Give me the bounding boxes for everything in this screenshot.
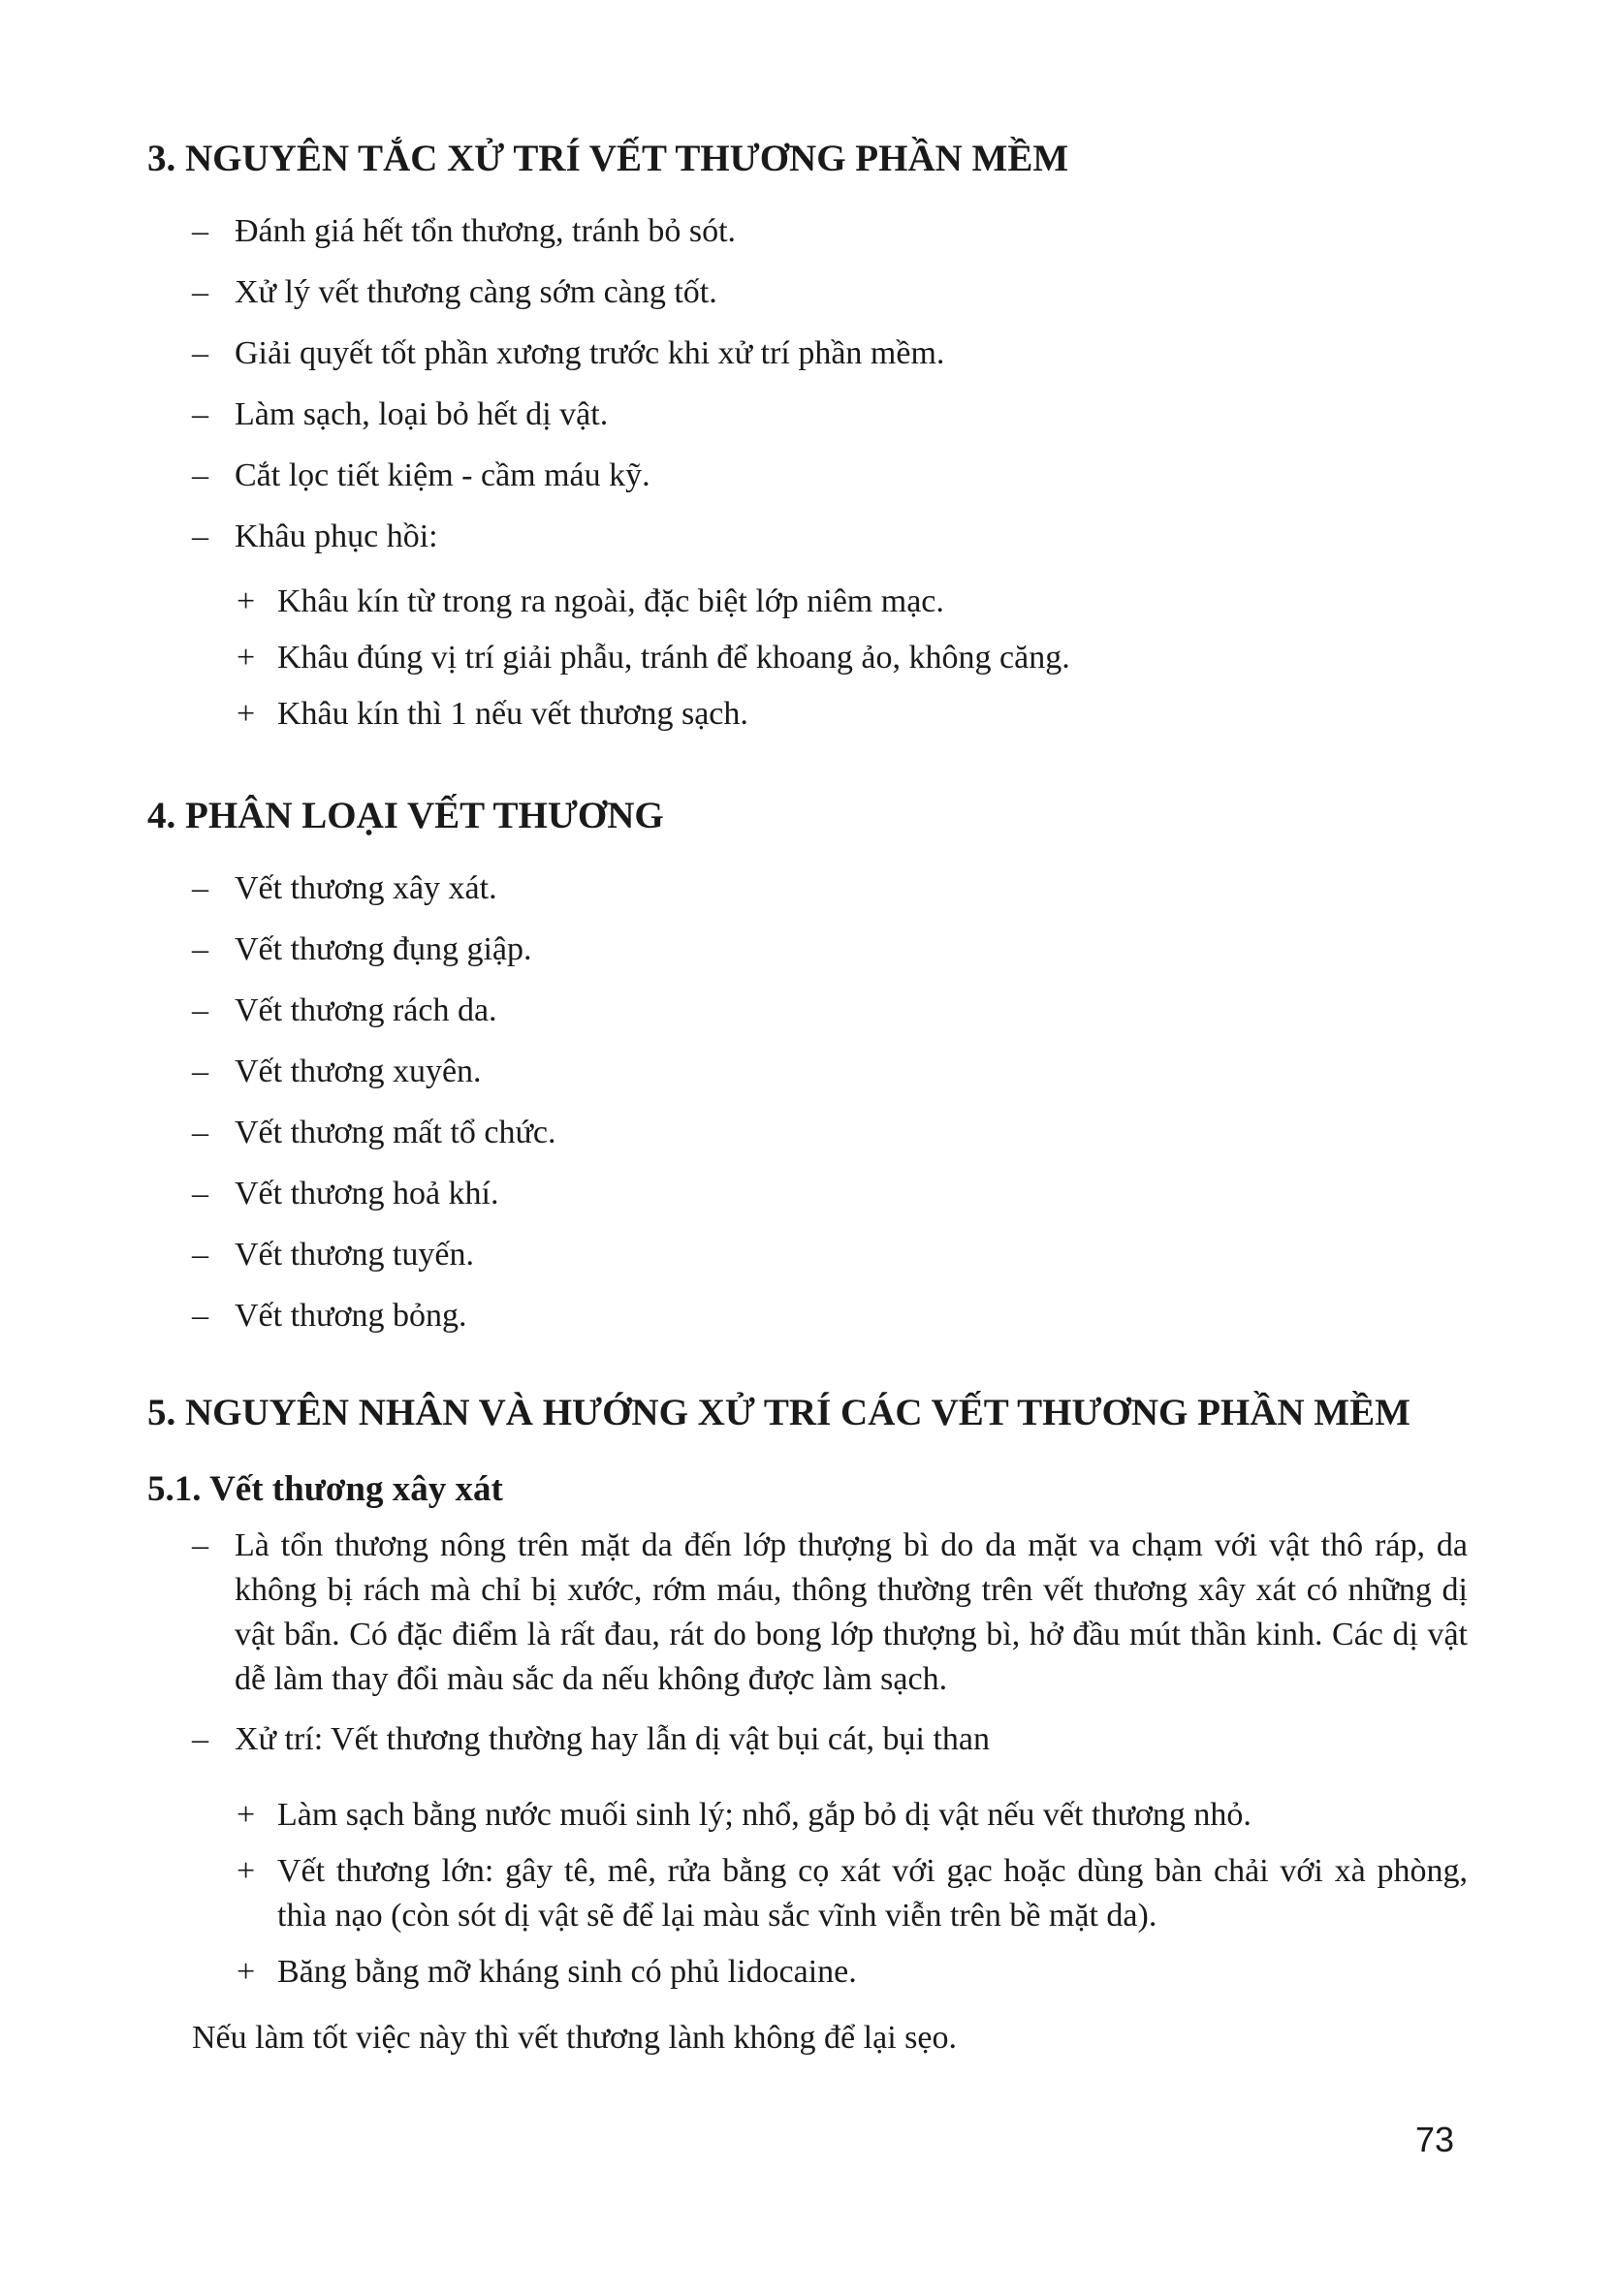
list-item: – Vết thương xây xát.	[192, 870, 497, 906]
list-item: + Khâu kín từ trong ra ngoài, đặc biệt lớp niêm mạc.	[237, 583, 944, 619]
section-4-heading: 4. PHÂN LOẠI VẾT THƯƠNG	[147, 795, 664, 836]
list-item: – Vết thương đụng giập.	[192, 931, 532, 967]
list-item: + Khâu kín thì 1 nếu vết thương sạch.	[237, 696, 748, 732]
section-5-heading: 5. NGUYÊN NHÂN VÀ HƯỚNG XỬ TRÍ CÁC VẾT THƯƠNG PHẦN MỀM	[147, 1392, 1410, 1433]
list-item: + Băng bằng mỡ kháng sinh có phủ lidocaine.	[237, 1954, 857, 1990]
list-item: – Giải quyết tốt phần xương trước khi xử trí phần mềm.	[192, 335, 945, 371]
closing-paragraph: Nếu làm tốt việc này thì vết thương lành không để lại sẹo.	[192, 2020, 957, 2056]
section-4-list	[147, 857, 1468, 1338]
list-item: – Là tổn thương nông trên mặt da đến lớp thượng bì do da mặt va chạm với vật thô ráp, da không bị rách mà chỉ bị xước, rớm máu, thông thường trên vết thương xây xát có những dị vật bẩn. Có đặc điểm là rất đau, rát do bong lớp thượng bì, hở đầu mút thần kinh. Các dị vật dễ làm thay đổi màu sắc da nếu không được làm sạch.	[192, 1527, 1468, 1697]
section-5-1-list	[147, 1524, 1468, 1762]
list-item: – Vết thương hoả khí.	[192, 1176, 499, 1211]
list-item: – Vết thương rách da.	[192, 992, 497, 1028]
list-item: – Vết thương mất tổ chức.	[192, 1115, 556, 1150]
list-item: – Cắt lọc tiết kiệm - cầm máu kỹ.	[192, 457, 650, 493]
list-item: – Xử trí: Vết thương thường hay lẫn dị vật bụi cát, bụi than	[192, 1721, 990, 1757]
list-item: – Vết thương bỏng.	[192, 1298, 467, 1334]
list-item: – Vết thương tuyến.	[192, 1237, 474, 1273]
list-item: – Vết thương xuyên.	[192, 1054, 482, 1089]
list-item: + Vết thương lớn: gây tê, mê, rửa bằng cọ xát với gạc hoặc dùng bàn chải với xà phòng, thìa nạo (còn sót dị vật sẽ để lại màu sắc vĩnh viễn trên bề mặt da).	[237, 1853, 1468, 1934]
section-5-1-sublist	[147, 1793, 1468, 1995]
page-number: 73	[1415, 2120, 1455, 2159]
list-item: – Khâu phục hồi:	[192, 519, 438, 554]
section-3-list	[147, 200, 1468, 559]
list-item: + Làm sạch bằng nước muối sinh lý; nhổ, gắp bỏ dị vật nếu vết thương nhỏ.	[237, 1797, 1252, 1833]
list-item: – Làm sạch, loại bỏ hết dị vật.	[192, 396, 609, 432]
list-item: + Khâu đúng vị trí giải phẫu, tránh để khoang ảo, không căng.	[237, 640, 1070, 676]
section-5-1-heading: 5.1. Vết thương xây xát	[147, 1469, 503, 1509]
list-item: – Xử lý vết thương càng sớm càng tốt.	[192, 274, 717, 310]
section-3-sublist	[147, 580, 1468, 737]
section-3-heading: 3. NGUYÊN TẮC XỬ TRÍ VẾT THƯƠNG PHẦN MỀM	[147, 138, 1069, 179]
list-item: – Đánh giá hết tổn thương, tránh bỏ sót.	[192, 213, 737, 249]
